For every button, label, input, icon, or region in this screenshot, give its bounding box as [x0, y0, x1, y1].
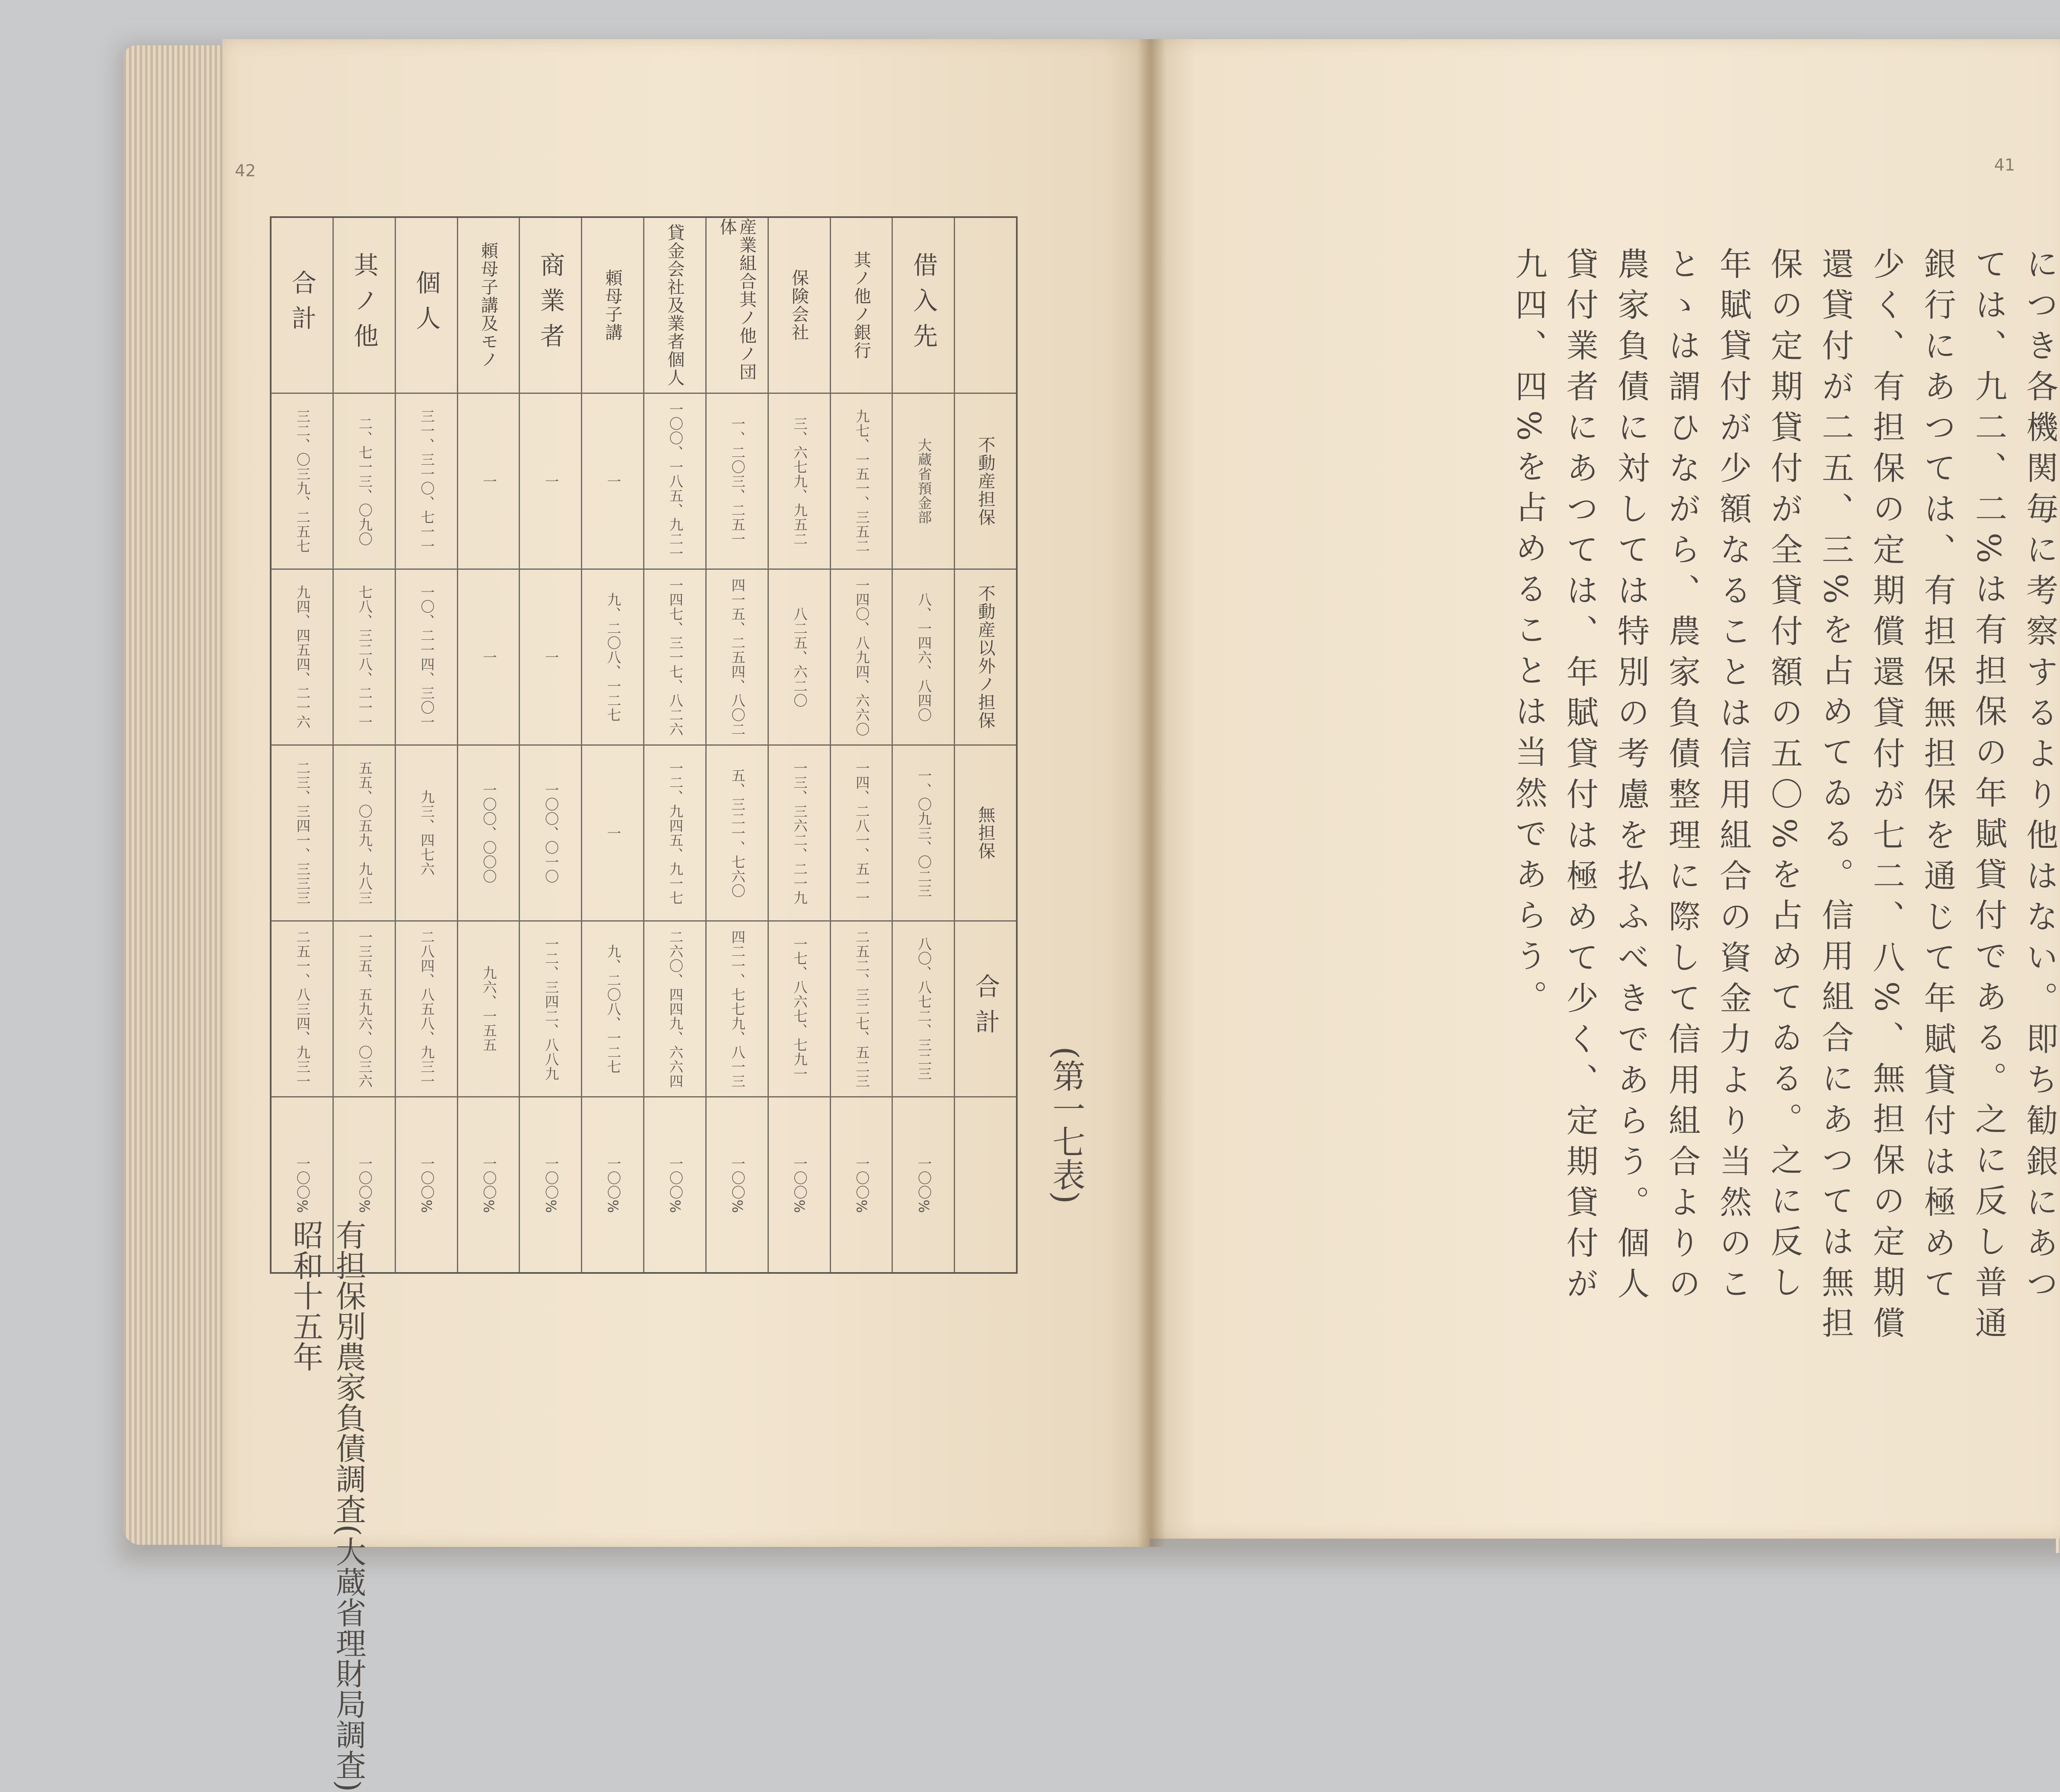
column-header: 産業組合其ノ他ノ団体 — [707, 218, 768, 394]
caption-line: 有担保別農家負債調査(大蔵省理財局調査) — [331, 1219, 366, 1792]
column-header: 借入先 — [893, 218, 954, 394]
table-cell: 九四、四五四、二一六 — [272, 570, 332, 746]
body-line: 農家負債に対しては特別の考慮を払ふべきであらう。個人 — [1612, 247, 1649, 1308]
table-cell: 一 — [520, 394, 581, 570]
table-cell: 一二、九四五、九一七 — [644, 746, 705, 922]
table-cell: 九六、一五五 — [458, 922, 519, 1097]
row-header: 合計 — [955, 922, 1016, 1097]
body-line: 少く、有担保の定期償還貸付が七二、八%、無担保の定期償 — [1868, 247, 1905, 1347]
table-cell: 一三、三六二、二一九 — [769, 746, 830, 922]
table-column — [581, 218, 643, 1272]
table-cell — [955, 1097, 1016, 1272]
table-cell: 三、六七九、九五二 — [769, 394, 830, 570]
caption-line: 昭和十五年 — [288, 1219, 323, 1372]
table-cell: 一四〇、八九四、六六〇 — [831, 570, 892, 746]
table-cell: 一二、三四二、八八九 — [520, 922, 581, 1097]
page-number-left: 42 — [235, 161, 256, 180]
table-cell: 三二、〇三九、二五七 — [272, 394, 332, 570]
body-line: 九四、四%を占めることは当然であらう。 — [1510, 247, 1547, 1021]
table-cell: 五五、〇五九、九八三 — [334, 746, 395, 922]
column-header: 其ノ他 — [334, 218, 395, 394]
table-cell: 一〇〇% — [418, 1156, 435, 1214]
table-title: (第一七表) — [1047, 1046, 1085, 1204]
row-header: 不動産担保 — [955, 394, 1016, 570]
table-cell: 一、二〇三、二五一 — [707, 394, 768, 570]
row-header: 不動産以外ノ担保 — [955, 570, 1016, 746]
body-line: とゝは謂ひながら、農家負債整理に際して信用組合よりの — [1663, 247, 1700, 1308]
column-header: 其ノ他ノ銀行 — [831, 218, 892, 394]
table-cell: 一四七、三一七、八二六 — [644, 570, 705, 746]
table-cell: 四一五、二五四、八〇二 — [707, 570, 768, 746]
table-cell: 一〇〇% — [915, 1156, 932, 1214]
table-cell: 五、三二一、七六〇 — [707, 746, 768, 922]
table-cell: 一〇〇、〇〇〇 — [458, 746, 519, 922]
table-column — [457, 218, 519, 1272]
table-cell: 一〇〇% — [791, 1156, 808, 1214]
body-line: 銀行にあつては、有担保無担保を通じて年賦貸付は極めて — [1919, 247, 1956, 1308]
table-cell: 九三、四七六 — [396, 746, 457, 922]
body-line: 還貸付が二五、三%を占めてゐる。信用組合にあつては無担 — [1817, 247, 1854, 1347]
page-number-right: 41 — [1994, 156, 2015, 175]
table-cell: 一四、二八一、五一一 — [831, 746, 892, 922]
table-column — [643, 218, 705, 1272]
table-header-cell — [955, 218, 1016, 394]
table-cell: 八、一四六、八四〇 — [893, 570, 954, 746]
table-cell: 一七、八六七、七九一 — [769, 922, 830, 1097]
table-cell: 九、二〇八、一二七 — [582, 570, 643, 746]
table-cell: 一〇〇% — [666, 1156, 683, 1214]
table-cell: 一〇〇、〇一〇 — [520, 746, 581, 922]
body-line: ては、九二、二%は有担保の年賦貸付である。之に反し普通 — [1970, 247, 2007, 1347]
table-column — [768, 218, 830, 1272]
row-header-column — [954, 218, 1016, 1272]
table-cell: 一〇〇% — [293, 1156, 310, 1214]
table-cell: 一 — [458, 394, 519, 570]
table-column — [892, 218, 954, 1272]
table-cell: 一〇〇% — [542, 1156, 559, 1214]
table-column — [519, 218, 581, 1272]
table-cell: 一〇〇、一八五、九二一 — [644, 394, 705, 570]
table-cell: 二五二、三二七、五二三 — [831, 922, 892, 1097]
table-cell: 一 — [582, 746, 643, 922]
table-cell: 一 — [582, 394, 643, 570]
body-line: 保の定期貸付が全貸付額の五〇%を占めてゐる。之に反し — [1765, 247, 1802, 1306]
data-table — [270, 216, 1018, 1274]
table-cell: 二、七一三、〇九〇 — [334, 394, 395, 570]
table-cell: 二三、三四一、三三三 — [272, 746, 332, 922]
table-cell: 九、二〇八、一二七 — [582, 922, 643, 1097]
table-cell: 八〇、八七二、三二三 — [893, 922, 954, 1097]
column-header: 頼母子講及モノ — [458, 218, 519, 394]
table-cell: 二五一、八三四、九三一 — [272, 922, 332, 1097]
column-header: 個人 — [396, 218, 457, 394]
table-cell: 一三五、五九六、〇三六 — [334, 922, 395, 1097]
table-cell: 一、〇九三、〇二三 — [893, 746, 954, 922]
table-cell: 八二五、六二〇 — [769, 570, 830, 746]
table-cell: 一〇、二一四、三〇一 — [396, 570, 457, 746]
table-cell: 一〇〇% — [356, 1156, 372, 1214]
table-cell: 二八四、八五八、九三一 — [396, 922, 457, 1097]
table-column — [272, 218, 332, 1272]
table-cell: 七八、三二八、二一一 — [334, 570, 395, 746]
column-header: 頼母子講 — [582, 218, 643, 394]
table-column — [332, 218, 395, 1272]
table-cell: 一〇〇% — [853, 1156, 870, 1214]
column-header: 合計 — [272, 218, 332, 394]
table-cell: 一〇〇% — [728, 1156, 745, 1214]
table-column — [705, 218, 768, 1272]
table-column — [830, 218, 892, 1272]
table-cell: 一〇〇% — [604, 1156, 621, 1214]
table-cell: 四二一、七七九、八一三 — [707, 922, 768, 1097]
body-line: につき各機関毎に考察するより他はない。即ち勧銀にあつ — [2021, 247, 2058, 1308]
table-cell: 一 — [520, 570, 581, 746]
body-text — [1503, 247, 2060, 1475]
table-cell: 一〇〇% — [480, 1156, 497, 1214]
row-header: 無担保 — [955, 746, 1016, 922]
left-page-edges — [124, 45, 231, 1545]
table-column — [395, 218, 457, 1272]
body-line: 年賦貸付が少額なることは信用組合の資金力より当然のこ — [1714, 247, 1751, 1308]
table-cell: 九七、一五一、三五二 — [831, 394, 892, 570]
column-header: 商業者 — [520, 218, 581, 394]
column-header: 保険会社 — [769, 218, 830, 394]
table-cell: 二六〇、四四九、六六四 — [644, 922, 705, 1097]
body-line: 貸付業者にあつては、年賦貸付は極めて少く、定期貸付が — [1561, 247, 1598, 1308]
column-header: 貸金会社及業者個人 — [644, 218, 705, 394]
table-cell: 大蔵省預金部 — [893, 394, 954, 570]
table-cell: 一 — [458, 570, 519, 746]
book-gutter — [1137, 39, 1166, 1547]
table-cell: 三一、三一〇、七一一 — [396, 394, 457, 570]
